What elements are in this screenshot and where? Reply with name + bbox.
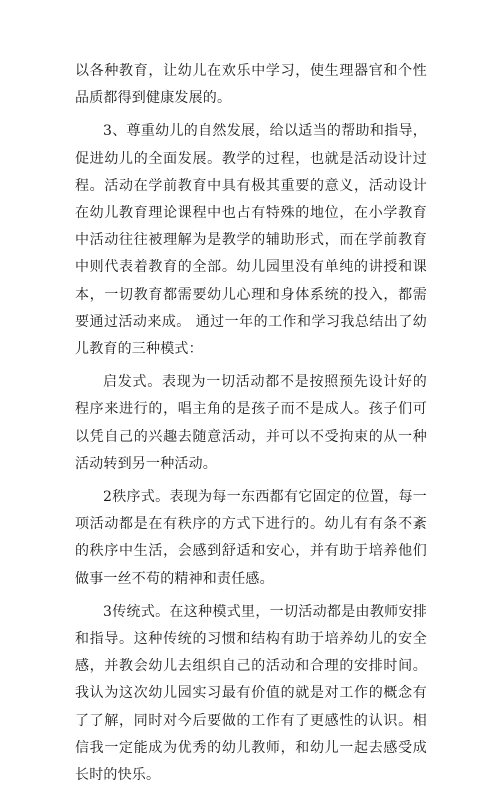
- paragraph-4: 2秩序式。表现为每一东西都有它固定的位置，每一项活动都是在有秩序的方式下进行的。幼儿有有条不紊的秩序中生活，会感到舒适和安心，并有助于培养他们做事一丝不苟的精神和责任感。: [75, 489, 427, 587]
- document-body: [75, 58, 427, 795]
- paragraph-1: 以各种教育，让幼儿在欢乐中学习，使生理器官和个性品质都得到健康发展的。: [75, 63, 427, 107]
- paragraph-5: 3传统式。在这种模式里，一切活动都是由教师安排和指导。这种传统的习惯和结构有助于培养幼儿的安全感，并教会幼儿去组织自己的活动和合理的安排时间。 我认为这次幼儿园实习最有价值的就是对工作的概念有了了解，同时对今后要做的工作有了更感性的认识。相信我一定能成为优秀的幼儿教师，和幼儿一起去感受成长时的快乐。: [75, 603, 427, 784]
- paragraph-2: 3、尊重幼儿的自然发展，给以适当的帮助和指导，促进幼儿的全面发展。教学的过程，也就是活动设计过程。活动在学前教育中具有极其重要的意义，活动设计在幼儿教育理论课程中也占有特殊的地位，在小学教育中活动往往被理解为是教学的辅助形式，而在学前教育中则代表着教育的全部。幼儿园里没有单纯的讲授和课本，一切教育都需要幼儿心理和身体系统的投入，都需要通过活动来成。 通过一年的工作和学习我总结出了幼儿教育的三种模式：: [75, 123, 427, 358]
- paragraph-3: 启发式。表现为一切活动都不是按照预先设计好的程序来进行的，唱主角的是孩子而不是成人。孩子们可以凭自己的兴趣去随意活动，并可以不受拘束的从一种活动转到另一种活动。: [75, 374, 427, 472]
